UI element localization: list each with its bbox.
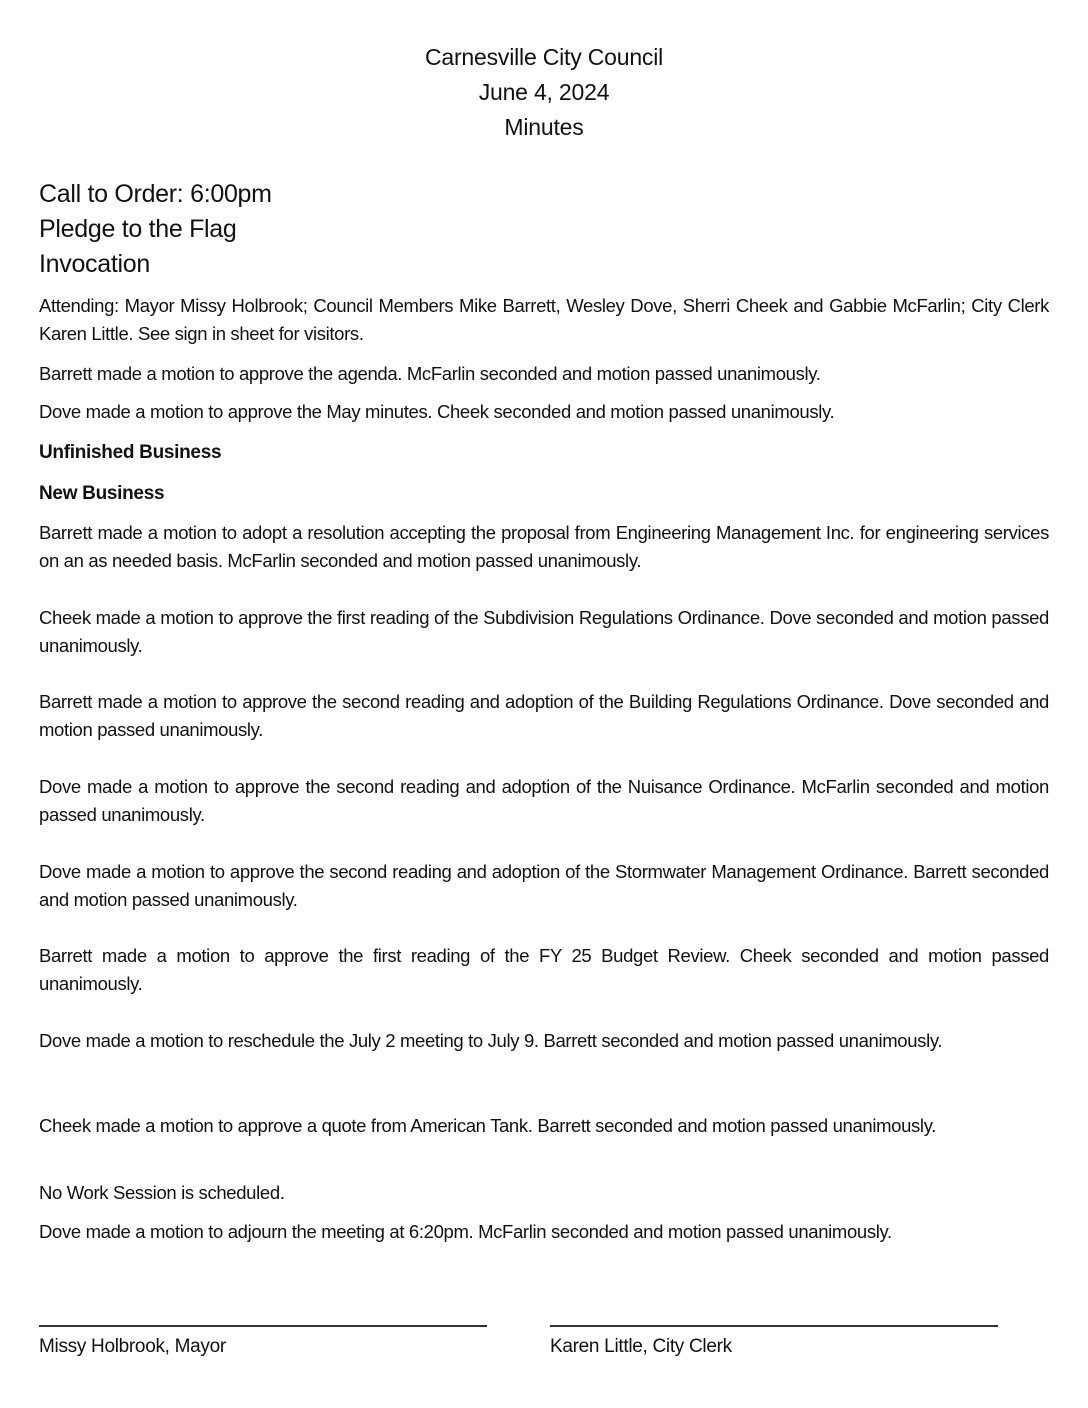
motion-text: Cheek made a motion to approve the first reading of the Subdivision Regulations Ordinance. Dove seconded and motion passed unanimously. — [39, 607, 1049, 656]
motion-text: Dove made a motion to adjourn the meeting at 6:20pm. McFarlin seconded and motion passed unanimously. — [39, 1221, 892, 1242]
new-business-section — [39, 480, 1049, 508]
motion-text: Barrett made a motion to approve the first reading of the FY 25 Budget Review. Cheek seconded and motion passed unanimously. — [39, 945, 1049, 994]
motion-text: Dove made a motion to approve the May minutes. Cheek seconded and motion passed unanimously. — [39, 401, 835, 422]
motion-nuisance-ordinance — [39, 773, 1049, 829]
motion-subdivision-ordinance — [39, 604, 1049, 660]
meeting-date: June 4, 2024 — [478, 79, 610, 105]
opening-items — [39, 177, 1049, 282]
call-to-order: Call to Order: 6:00pm — [39, 180, 272, 208]
mayor-signature-name: Missy Holbrook, Mayor — [39, 1336, 226, 1357]
attendance-text: Attending: Mayor Missy Holbrook; Council Members Mike Barrett, Wesley Dove, Sherri Cheek and Gabbie McFarlin; City Clerk Karen Little. See sign in sheet for visitors. — [39, 295, 1049, 344]
motion-approve-minutes — [39, 398, 1049, 426]
document-header — [39, 40, 1049, 145]
work-session-note — [39, 1179, 1049, 1207]
motion-reschedule-meeting — [39, 1027, 1049, 1055]
unfinished-business-section — [39, 439, 1049, 467]
motion-approve-agenda — [39, 360, 1049, 388]
section-heading-new-business: New Business — [39, 483, 165, 504]
motion-budget-review — [39, 942, 1049, 998]
clerk-signature-name: Karen Little, City Clerk — [550, 1336, 732, 1357]
motion-engineering-services — [39, 519, 1049, 575]
motion-adjourn — [39, 1218, 1049, 1246]
organization-title: Carnesville City Council — [424, 44, 664, 70]
motion-text: Barrett made a motion to approve the second reading and adoption of the Building Regulations Ordinance. Dove seconded and motion passed unanimously. — [39, 691, 1049, 740]
motion-building-ordinance — [39, 688, 1049, 744]
motion-text: Dove made a motion to approve the second reading and adoption of the Nuisance Ordinance. McFarlin seconded and motion passed unanimously. — [39, 776, 1049, 825]
motion-stormwater-ordinance — [39, 858, 1049, 914]
motion-text: Barrett made a motion to approve the agenda. McFarlin seconded and motion passed unanimously. — [39, 363, 821, 384]
pledge: Pledge to the Flag — [39, 215, 237, 243]
motion-american-tank-quote — [39, 1112, 1049, 1140]
mayor-signature-line — [39, 1325, 487, 1327]
motion-text: Barrett made a motion to adopt a resolution accepting the proposal from Engineering Management Inc. for engineering services on an as needed basis. McFarlin seconded and motion passed unanimously. — [39, 522, 1049, 571]
motion-text: Dove made a motion to approve the second reading and adoption of the Stormwater Management Ordinance. Barrett seconded and motion passed unanimously. — [39, 861, 1049, 910]
work-session-text: No Work Session is scheduled. — [39, 1182, 285, 1203]
attendance-paragraph — [39, 292, 1049, 348]
section-heading-unfinished-business: Unfinished Business — [39, 442, 222, 463]
clerk-signature-line — [550, 1325, 998, 1327]
document-type: Minutes — [504, 114, 584, 140]
invocation: Invocation — [39, 250, 150, 278]
motion-text: Cheek made a motion to approve a quote from American Tank. Barrett seconded and motion passed unanimously. — [39, 1115, 937, 1136]
motion-text: Dove made a motion to reschedule the July 2 meeting to July 9. Barrett seconded and motion passed unanimously. — [39, 1030, 943, 1051]
